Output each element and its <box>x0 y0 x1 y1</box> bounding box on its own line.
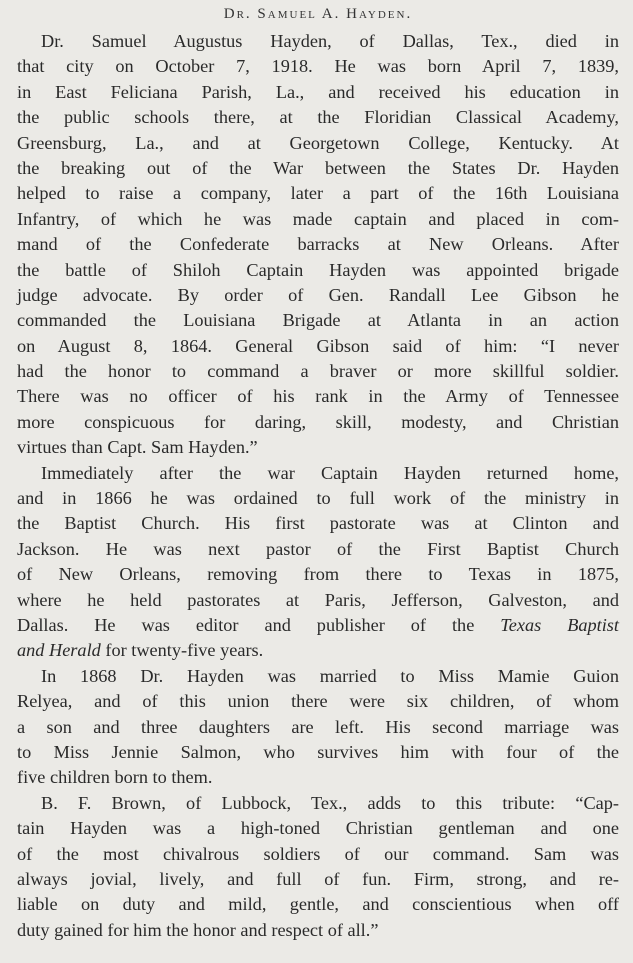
text-line-with-italic <box>17 613 619 638</box>
italic-title: Texas Baptist <box>500 614 619 635</box>
text-line: B. F. Brown, of Lubbock, Tex., adds to this tribute: “Cap- <box>41 792 619 813</box>
text-line: more conspicuous for daring, skill, modesty, and Christian <box>17 411 619 432</box>
text-line: Greensburg, La., and at Georgetown College, Kentucky. At <box>17 132 619 153</box>
text-line: Jackson. He was next pastor of the First Baptist Church <box>17 538 619 559</box>
text-line: mand of the Confederate barracks at New Orleans. After <box>17 234 619 255</box>
paragraph-4 <box>17 791 619 943</box>
text-line: in East Feliciana Parish, La., and received his education in <box>17 81 619 102</box>
text-line: duty gained for him the honor and respect of all.” <box>17 919 379 940</box>
text-line: There was no officer of his rank in the Army of Tennessee <box>17 386 619 407</box>
text-line: five children born to them. <box>17 767 213 788</box>
page-title: Dr. Samuel A. Hayden. <box>223 6 413 22</box>
paragraph-2 <box>17 461 619 664</box>
text-line: always jovial, lively, and full of fun. Firm, strong, and re- <box>17 868 619 889</box>
text-line: Infantry, of which he was made captain and placed in com- <box>17 208 619 229</box>
text-line: where he held pastorates at Paris, Jefferson, Galveston, and <box>17 589 619 610</box>
text-line: the battle of Shiloh Captain Hayden was appointed brigade <box>17 259 619 280</box>
text-line: Immediately after the war Captain Hayden returned home, <box>41 462 619 483</box>
text-line: to Miss Jennie Salmon, who survives him with four of the <box>17 741 619 762</box>
text-line: judge advocate. By order of Gen. Randall Lee Gibson he <box>17 284 619 305</box>
text-line: had the honor to command a braver or more skillful soldier. <box>17 361 619 382</box>
text-line: that city on October 7, 1918. He was born April 7, 1839, <box>17 56 619 77</box>
text-segment: for twenty-five years. <box>105 640 264 661</box>
text-line: In 1868 Dr. Hayden was married to Miss Mamie Guion <box>41 665 619 686</box>
text-line: commanded the Louisiana Brigade at Atlanta in an action <box>17 310 619 331</box>
text-line: of New Orleans, removing from there to Texas in 1875, <box>17 564 619 585</box>
paragraph-1 <box>17 29 619 461</box>
text-line: of the most chivalrous soldiers of our command. Sam was <box>17 843 619 864</box>
text-line: the public schools there, at the Floridian Classical Academy, <box>17 107 619 128</box>
text-line: tain Hayden was a high-toned Christian gentleman and one <box>17 818 619 839</box>
italic-title: and Herald <box>17 640 101 661</box>
text-line: helped to raise a company, later a part of the 16th Louisiana <box>17 183 619 204</box>
text-line: liable on duty and mild, gentle, and conscientious when off <box>17 894 619 915</box>
text-line: on August 8, 1864. General Gibson said of him: “I never <box>17 335 619 356</box>
text-segment: Dallas. He was editor and publisher of the <box>17 614 475 635</box>
text-line: virtues than Capt. Sam Hayden.” <box>17 437 258 458</box>
text-line: Relyea, and of this union there were six children, of whom <box>17 691 619 712</box>
text-line: a son and three daughters are left. His second marriage was <box>17 716 619 737</box>
paragraph-3 <box>17 664 619 791</box>
text-line-with-italic <box>17 638 619 663</box>
document-page <box>17 6 619 943</box>
text-line: the Baptist Church. His first pastorate was at Clinton and <box>17 513 619 534</box>
text-line: and in 1866 he was ordained to full work of the ministry in <box>17 488 619 509</box>
text-line: the breaking out of the War between the States Dr. Hayden <box>17 157 619 178</box>
text-line: Dr. Samuel Augustus Hayden, of Dallas, Tex., died in <box>41 31 619 51</box>
